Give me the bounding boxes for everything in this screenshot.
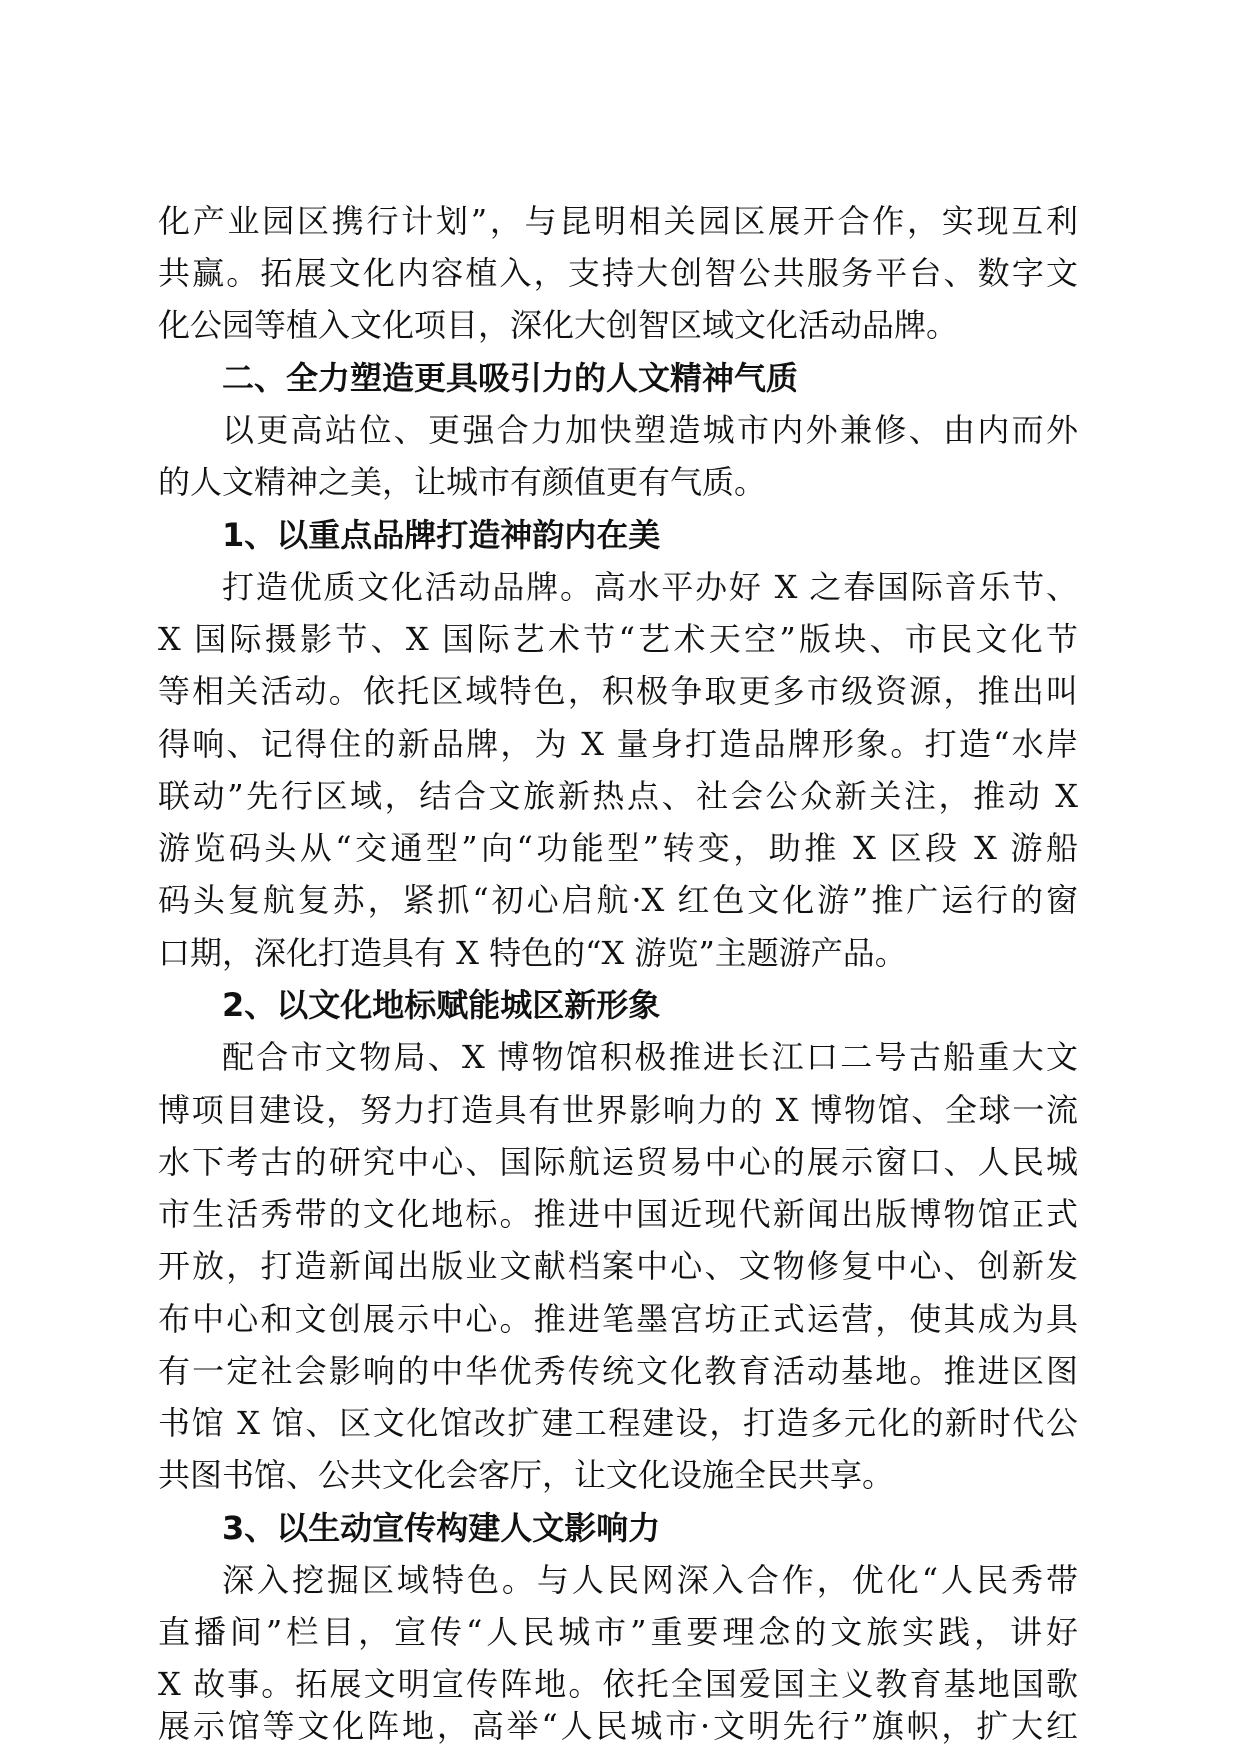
subsection-heading: 3、以生动宣传构建人文影响力 <box>222 1509 661 1547</box>
paragraph-line: X 国际摄影节、X 国际艺术节“艺术天空”版块、市民文化节 <box>158 620 1078 658</box>
paragraph-line: 打造优质文化活动品牌。高水平办好 X 之春国际音乐节、 <box>222 568 1078 606</box>
paragraph-line: 深入挖掘区域特色。与人民网深入合作，优化“人民秀带 <box>222 1561 1078 1599</box>
paragraph-line: 市生活秀带的文化地标。推进中国近现代新闻出版博物馆正式 <box>158 1195 1078 1233</box>
paragraph-line: 等相关活动。依托区域特色，积极争取更多市级资源，推出叫 <box>158 672 1078 710</box>
paragraph-line: 的人文精神之美，让城市有颜值更有气质。 <box>158 463 767 501</box>
paragraph-line: X 故事。拓展文明宣传阵地。依托全国爱国主义教育基地国歌 <box>158 1665 1078 1703</box>
paragraph-line: 游览码头从“交通型”向“功能型”转变，助推 X 区段 X 游船 <box>158 829 1078 867</box>
paragraph-line: 以更高站位、更强合力加快塑造城市内外兼修、由内而外 <box>222 411 1078 449</box>
paragraph-line: 共图书馆、公共文化会客厅，让文化设施全民共享。 <box>158 1456 895 1494</box>
subsection-heading: 2、以文化地标赋能城区新形象 <box>222 986 661 1024</box>
paragraph-line: 配合市文物局、X 博物馆积极推进长江口二号古船重大文 <box>222 1038 1078 1076</box>
paragraph-line: 开放，打造新闻出版业文献档案中心、文物修复中心、创新发 <box>158 1247 1078 1285</box>
paragraph-line: 联动”先行区域，结合文旅新热点、社会公众新关注，推动 X <box>158 777 1078 815</box>
paragraph-line: 直播间”栏目，宣传“人民城市”重要理念的文旅实践，讲好 <box>158 1613 1078 1651</box>
paragraph-line: 有一定社会影响的中华优秀传统文化教育活动基地。推进区图 <box>158 1352 1078 1390</box>
paragraph-line: 书馆 X 馆、区文化馆改扩建工程建设，打造多元化的新时代公 <box>158 1404 1078 1442</box>
paragraph-line: 化产业园区携行计划”，与昆明相关园区展开合作，实现互利 <box>158 202 1078 240</box>
paragraph-line: 口期，深化打造具有 X 特色的“X 游览”主题游产品。 <box>158 934 907 972</box>
paragraph-line: 展示馆等文化阵地，高举“人民城市·文明先行”旗帜，扩大红 <box>158 1707 1078 1745</box>
paragraph-line: 得响、记得住的新品牌，为 X 量身打造品牌形象。打造“水岸 <box>158 725 1078 763</box>
subsection-heading: 1、以重点品牌打造神韵内在美 <box>222 516 661 554</box>
paragraph-line: 共赢。拓展文化内容植入，支持大创智公共服务平台、数字文 <box>158 254 1078 292</box>
paragraph-line: 码头复航复苏，紧抓“初心启航·X 红色文化游”推广运行的窗 <box>158 881 1078 919</box>
paragraph-line: 水下考古的研究中心、国际航运贸易中心的展示窗口、人民城 <box>158 1143 1078 1181</box>
paragraph-line: 化公园等植入文化项目，深化大创智区域文化活动品牌。 <box>158 306 959 344</box>
section-heading: 二、全力塑造更具吸引力的人文精神气质 <box>222 359 799 397</box>
paragraph-line: 博项目建设，努力打造具有世界影响力的 X 博物馆、全球一流 <box>158 1091 1078 1129</box>
paragraph-line: 布中心和文创展示中心。推进笔墨宫坊正式运营，使其成为具 <box>158 1300 1078 1338</box>
